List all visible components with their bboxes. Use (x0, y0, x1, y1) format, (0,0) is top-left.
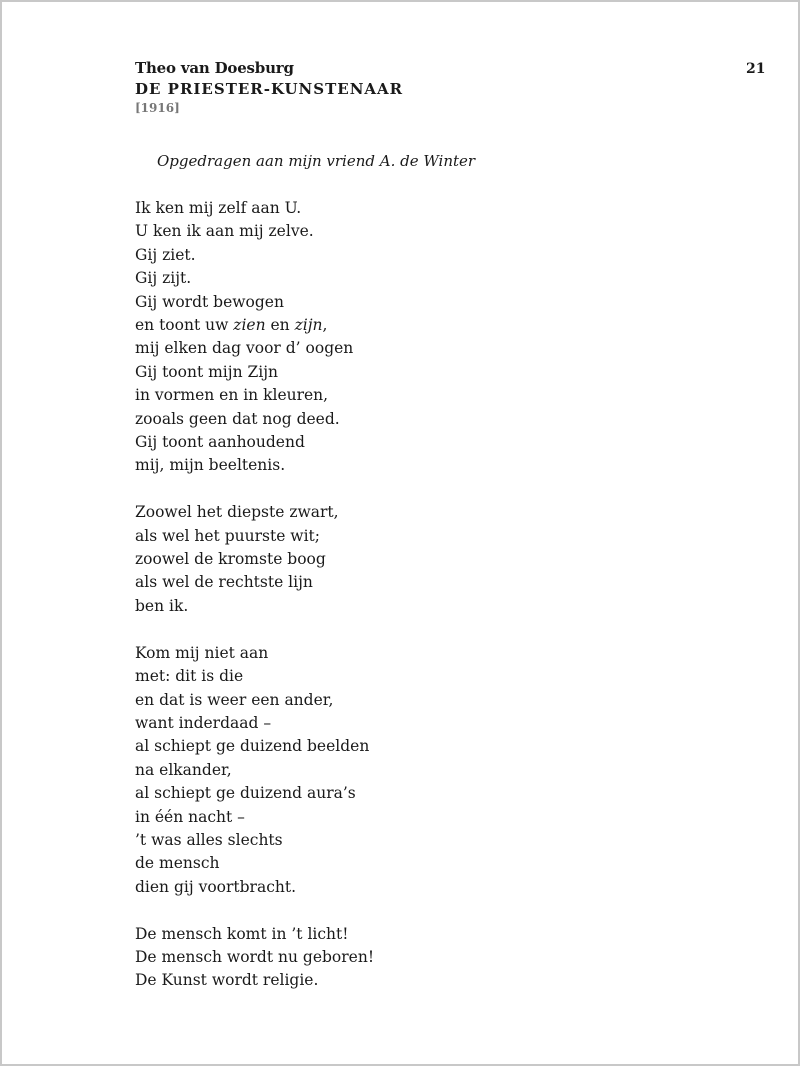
poem-year: [1916] (135, 101, 180, 115)
poem-line: met: dit is die (135, 667, 244, 686)
stanza-4 (135, 923, 374, 993)
poem-line: ’t was alles slechts (135, 830, 283, 849)
poem-line: zooals geen dat nog deed. (135, 409, 340, 428)
poem-line: ben ik. (135, 596, 189, 615)
line-text: en toont uw (135, 316, 234, 335)
stanza-2 (135, 501, 374, 618)
poem-line (135, 314, 374, 337)
poem-line: al schiept ge duizend beelden (135, 737, 370, 756)
poem-line: de mensch (135, 854, 220, 873)
poem-line: want inderdaad – (135, 713, 272, 732)
poem-line: dien gij voortbracht. (135, 877, 297, 896)
poem-line: Gij wordt bewogen (135, 292, 284, 311)
poem-line: Gij ziet. (135, 245, 196, 264)
dedication: Opgedragen aan mijn vriend A. de Winter (157, 152, 476, 170)
poem-line: na elkander, (135, 760, 232, 779)
line-text: , (322, 316, 328, 335)
poem-line: U ken ik aan mij zelve. (135, 222, 314, 241)
poem-title: DE PRIESTER-KUNSTENAAR (135, 80, 404, 98)
poem-line: al schiept ge duizend aura’s (135, 784, 356, 803)
poem-line: Kom mij niet aan (135, 643, 269, 662)
emphasis-zijn: zijn (294, 316, 323, 335)
poem-line: Gij toont mijn Zijn (135, 362, 278, 381)
page-number: 21 (746, 61, 766, 77)
stanza-1 (135, 197, 374, 478)
poem-line: Gij toont aanhoudend (135, 433, 305, 452)
poem-line: mij, mijn beeltenis. (135, 456, 286, 475)
poem-line: Ik ken mij zelf aan U. (135, 199, 302, 217)
poem-line: als wel het puurste wit; (135, 526, 320, 545)
poem-line: zoowel de kromste boog (135, 550, 326, 569)
line-text: en (265, 316, 295, 335)
poem-line: De mensch komt in ’t licht! (135, 924, 349, 943)
poem-line: De mensch wordt nu geboren! (135, 947, 375, 966)
poem-line: en dat is weer een ander, (135, 690, 334, 709)
poem-line: in vormen en in kleuren, (135, 386, 329, 405)
poem-line: in één nacht – (135, 807, 245, 826)
stanza-3 (135, 642, 374, 899)
poem-body (135, 197, 374, 993)
poem-line: Zoowel het diepste zwart, (135, 503, 339, 522)
poem-line: mij elken dag voor d’ oogen (135, 339, 354, 358)
poem-line: als wel de rechtste lijn (135, 573, 313, 592)
poem-line: De Kunst wordt religie. (135, 971, 319, 990)
poem-line: Gij zijt. (135, 269, 192, 288)
emphasis-zien: zien (233, 316, 266, 335)
author-name: Theo van Doesburg (135, 59, 294, 77)
